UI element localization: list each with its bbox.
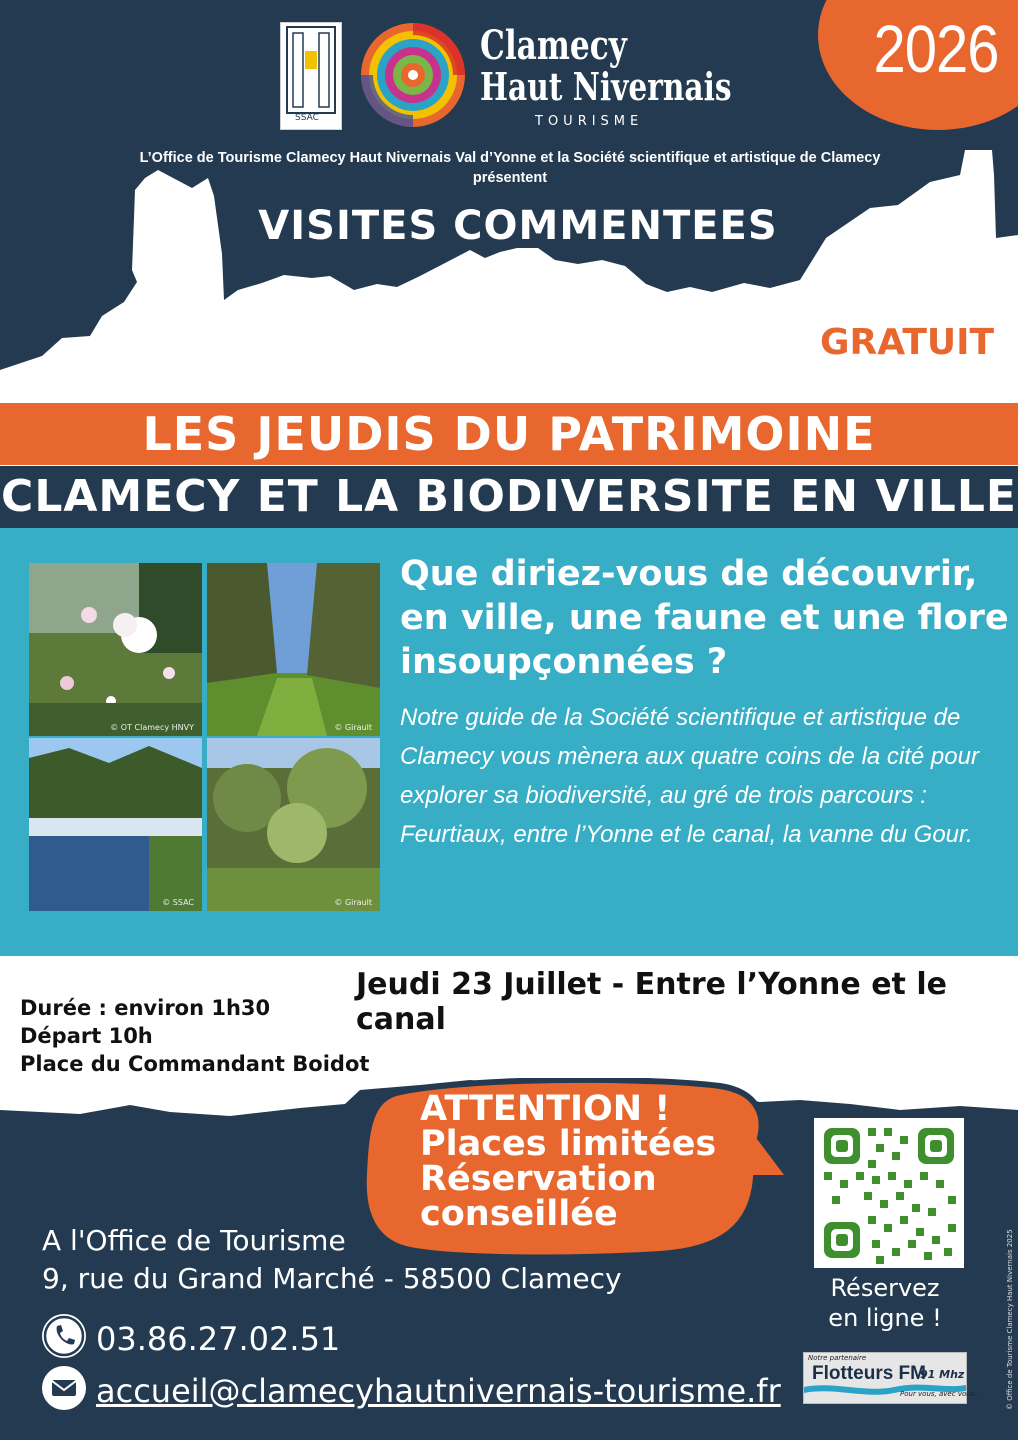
presenters-line-1: L’Office de Tourisme Clamecy Haut Nivernais Val d’Yonne et la Société scientifique et artistique de Clamecy [139, 150, 881, 166]
photo-credit-1: © OT Clamecy HNVY [110, 723, 194, 732]
date-line: Jeudi 23 Juillet - Entre l’Yonne et le canal [356, 967, 947, 1037]
reserve-line-2: en ligne ! [828, 1304, 942, 1332]
email-icon [42, 1366, 86, 1410]
flowers-image [29, 563, 202, 736]
attention-line-3: Réservation [420, 1159, 657, 1199]
brand-line-3: TOURISME [535, 114, 644, 129]
photo-credit-2: © Girault [334, 723, 372, 732]
radio-slogan: Pour vous, avec vous... [900, 1390, 981, 1398]
attention-line-1: ATTENTION ! [420, 1089, 671, 1129]
photo-credit-4: © Girault [334, 898, 372, 907]
qr-code-icon [814, 1118, 964, 1268]
river-image [29, 738, 202, 911]
presenters-text [60, 148, 960, 188]
radio-partner-label: Notre partenaire [808, 1354, 867, 1362]
reserve-line-1: Réservez [830, 1274, 940, 1302]
photo-river [29, 738, 202, 911]
address-block [42, 1222, 622, 1298]
brand-line-1: Clamecy [480, 22, 627, 69]
attention-line-2: Places limitées [420, 1124, 717, 1164]
visites-heading: VISITES COMMENTEES [258, 203, 778, 249]
email-link[interactable]: accueil@clamecyhautnivernais-tourisme.fr [96, 1372, 781, 1410]
attention-line-4: conseillée [420, 1194, 618, 1234]
ssac-logo [280, 22, 342, 130]
visit-info [20, 994, 369, 1078]
radio-frequency: 91 Mhz [920, 1368, 965, 1381]
radio-name: Flotteurs FM [812, 1363, 926, 1384]
valley-image [207, 738, 380, 911]
copyright-text: © Office de Tourisme Clamecy Haut Nivernais 2025 [1006, 1229, 1014, 1410]
attention-text [420, 1089, 717, 1234]
phone-number[interactable]: 03.86.27.02.51 [96, 1320, 341, 1358]
ssac-label: SSAC [295, 113, 319, 123]
photo-credit-3: © SSAC [162, 898, 194, 907]
presenters-line-2: présentent [472, 170, 548, 186]
duration-text: Durée : environ 1h30 [20, 996, 271, 1020]
reserve-online-text [800, 1273, 970, 1333]
place-text: Place du Commandant Boidot [20, 1052, 370, 1076]
brand-line-2: Haut Nivernais [480, 64, 732, 109]
description-text: Notre guide de la Société scientifique et artistique de Clamecy vous mènera aux quatre coins de la cité pour explorer sa biodiversité, au gré de trois parcours : Feurtiaux, entre l’Yonne et le canal, la vanne du Gour. [400, 704, 979, 848]
departure-text: Départ 10h [20, 1024, 153, 1048]
banner-dark-title: CLAMECY ET LA BIODIVERSITE EN VILLE [1, 471, 1017, 522]
tree-alley-image [207, 563, 380, 736]
address-line-2: 9, rue du Grand Marché - 58500 Clamecy [42, 1262, 622, 1295]
year-label: 2026 [873, 12, 999, 87]
spiral-logo-icon [358, 20, 468, 130]
photo-valley [207, 738, 380, 911]
qr-code[interactable] [814, 1118, 964, 1268]
photo-flowers [29, 563, 202, 736]
question-heading: Que diriez-vous de découvrir, en ville, une faune et une flore insoupçonnées ? [400, 554, 1009, 682]
photo-tree-alley [207, 563, 380, 736]
phone-icon [42, 1314, 86, 1358]
address-line-1: A l'Office de Tourisme [42, 1224, 346, 1257]
banner-orange-title: LES JEUDIS DU PATRIMOINE [142, 407, 876, 461]
gratuit-label: GRATUIT [820, 322, 995, 363]
